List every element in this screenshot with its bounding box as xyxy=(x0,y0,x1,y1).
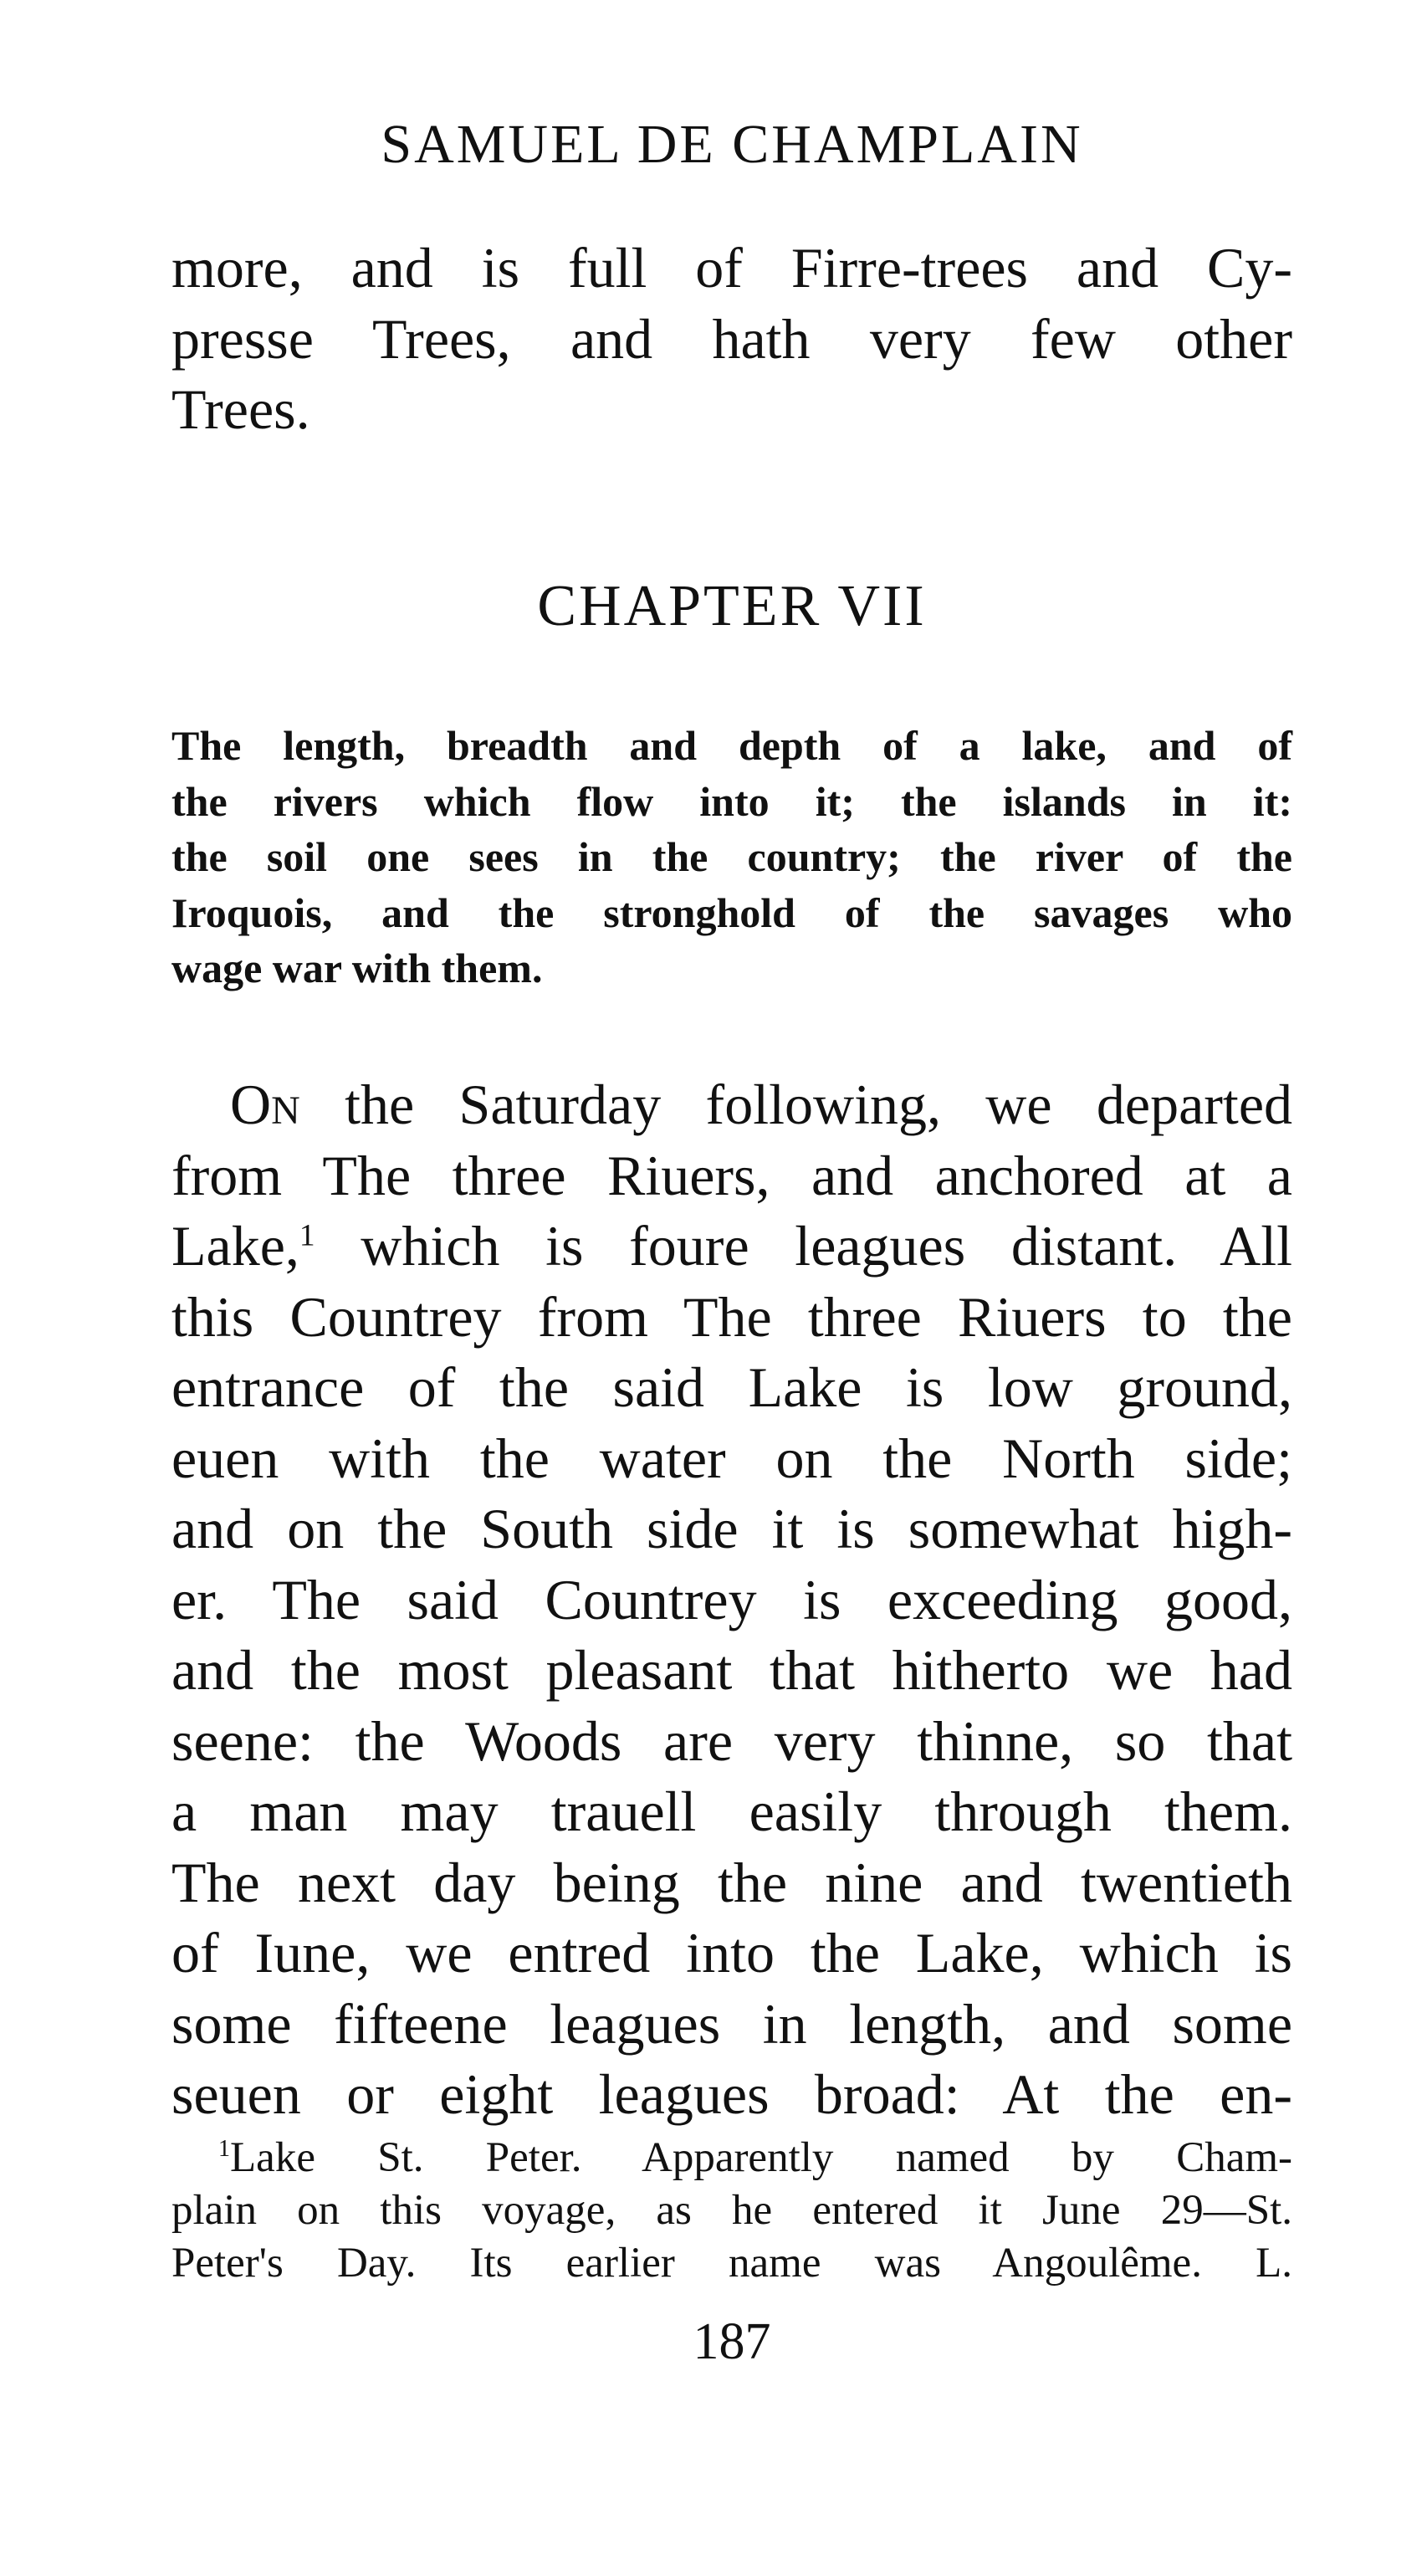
main-paragraph xyxy=(171,1069,1292,2130)
footnote xyxy=(171,2132,1292,2290)
chapter-heading: CHAPTER VII xyxy=(537,574,927,638)
page-number: 187 xyxy=(693,2313,771,2370)
footnote-line-first xyxy=(171,2132,1292,2184)
text-line: and on the South side it is somewhat high- xyxy=(171,1497,1292,1560)
book-page xyxy=(171,0,1292,2576)
text-line: euen with the water on the North side; xyxy=(171,1426,1292,1490)
text-line: some fifteene leagues in length, and some xyxy=(171,1991,1292,2056)
footnote-reference[interactable]: 1 xyxy=(299,1218,315,1253)
text-line: seuen or eight leagues broad: At the en- xyxy=(171,2062,1292,2126)
summary-line: The length, breadth and depth of a lake, and of xyxy=(171,722,1292,769)
chapter-summary xyxy=(171,718,1292,996)
text-line-first xyxy=(171,1069,1292,1140)
summary-line: the soil one sees in the country; the river of the xyxy=(171,833,1292,880)
running-head: SAMUEL DE CHAMPLAIN xyxy=(381,114,1083,175)
summary-line: wage war with them. xyxy=(171,945,543,991)
continuation-paragraph xyxy=(171,233,1292,445)
summary-line: the rivers which flow into it; the islands in it: xyxy=(171,777,1292,825)
note-line-rest: which is foure leagues distant. All xyxy=(361,1214,1292,1278)
text-line: presse Trees, and hath very few other xyxy=(171,306,1292,371)
summary-line: Iroquois, and the stronghold of the savages who xyxy=(171,889,1292,936)
text-line: more, and is full of Firre-trees and Cy- xyxy=(171,236,1292,300)
text-line: from The three Riuers, and anchored at a xyxy=(171,1143,1292,1207)
text-line: of Iune, we entred into the Lake, which is xyxy=(171,1921,1292,1984)
text-line: Trees. xyxy=(171,377,310,441)
footnote-marker: 1 xyxy=(218,2136,231,2162)
text-line: er. The said Countrey is exceeding good, xyxy=(171,1567,1292,1631)
text-line: and the most pleasant that hitherto we had xyxy=(171,1638,1292,1702)
text-line: entrance of the said Lake is low ground, xyxy=(171,1355,1292,1419)
first-line-rest: the Saturday following, we departed xyxy=(299,1073,1292,1136)
text-line: seene: the Woods are very thinne, so that xyxy=(171,1708,1292,1773)
drop-word: On xyxy=(230,1073,300,1136)
text-line: this Countrey from The three Riuers to the xyxy=(171,1284,1292,1349)
footnote-line: plain on this voyage, as he entered it June 29—St. xyxy=(171,2187,1292,2234)
footnote-line: Peter's Day. Its earlier name was Angoulême. L. xyxy=(171,2240,1292,2287)
note-anchor-word: Lake, xyxy=(171,1214,299,1278)
text-line-with-note xyxy=(171,1211,1292,1282)
text-line: a man may trauell easily through them. xyxy=(171,1780,1292,1843)
footnote-text: Lake St. Peter. Apparently named by Cham- xyxy=(230,2134,1292,2181)
text-line: The next day being the nine and twentieth xyxy=(171,1850,1292,1914)
